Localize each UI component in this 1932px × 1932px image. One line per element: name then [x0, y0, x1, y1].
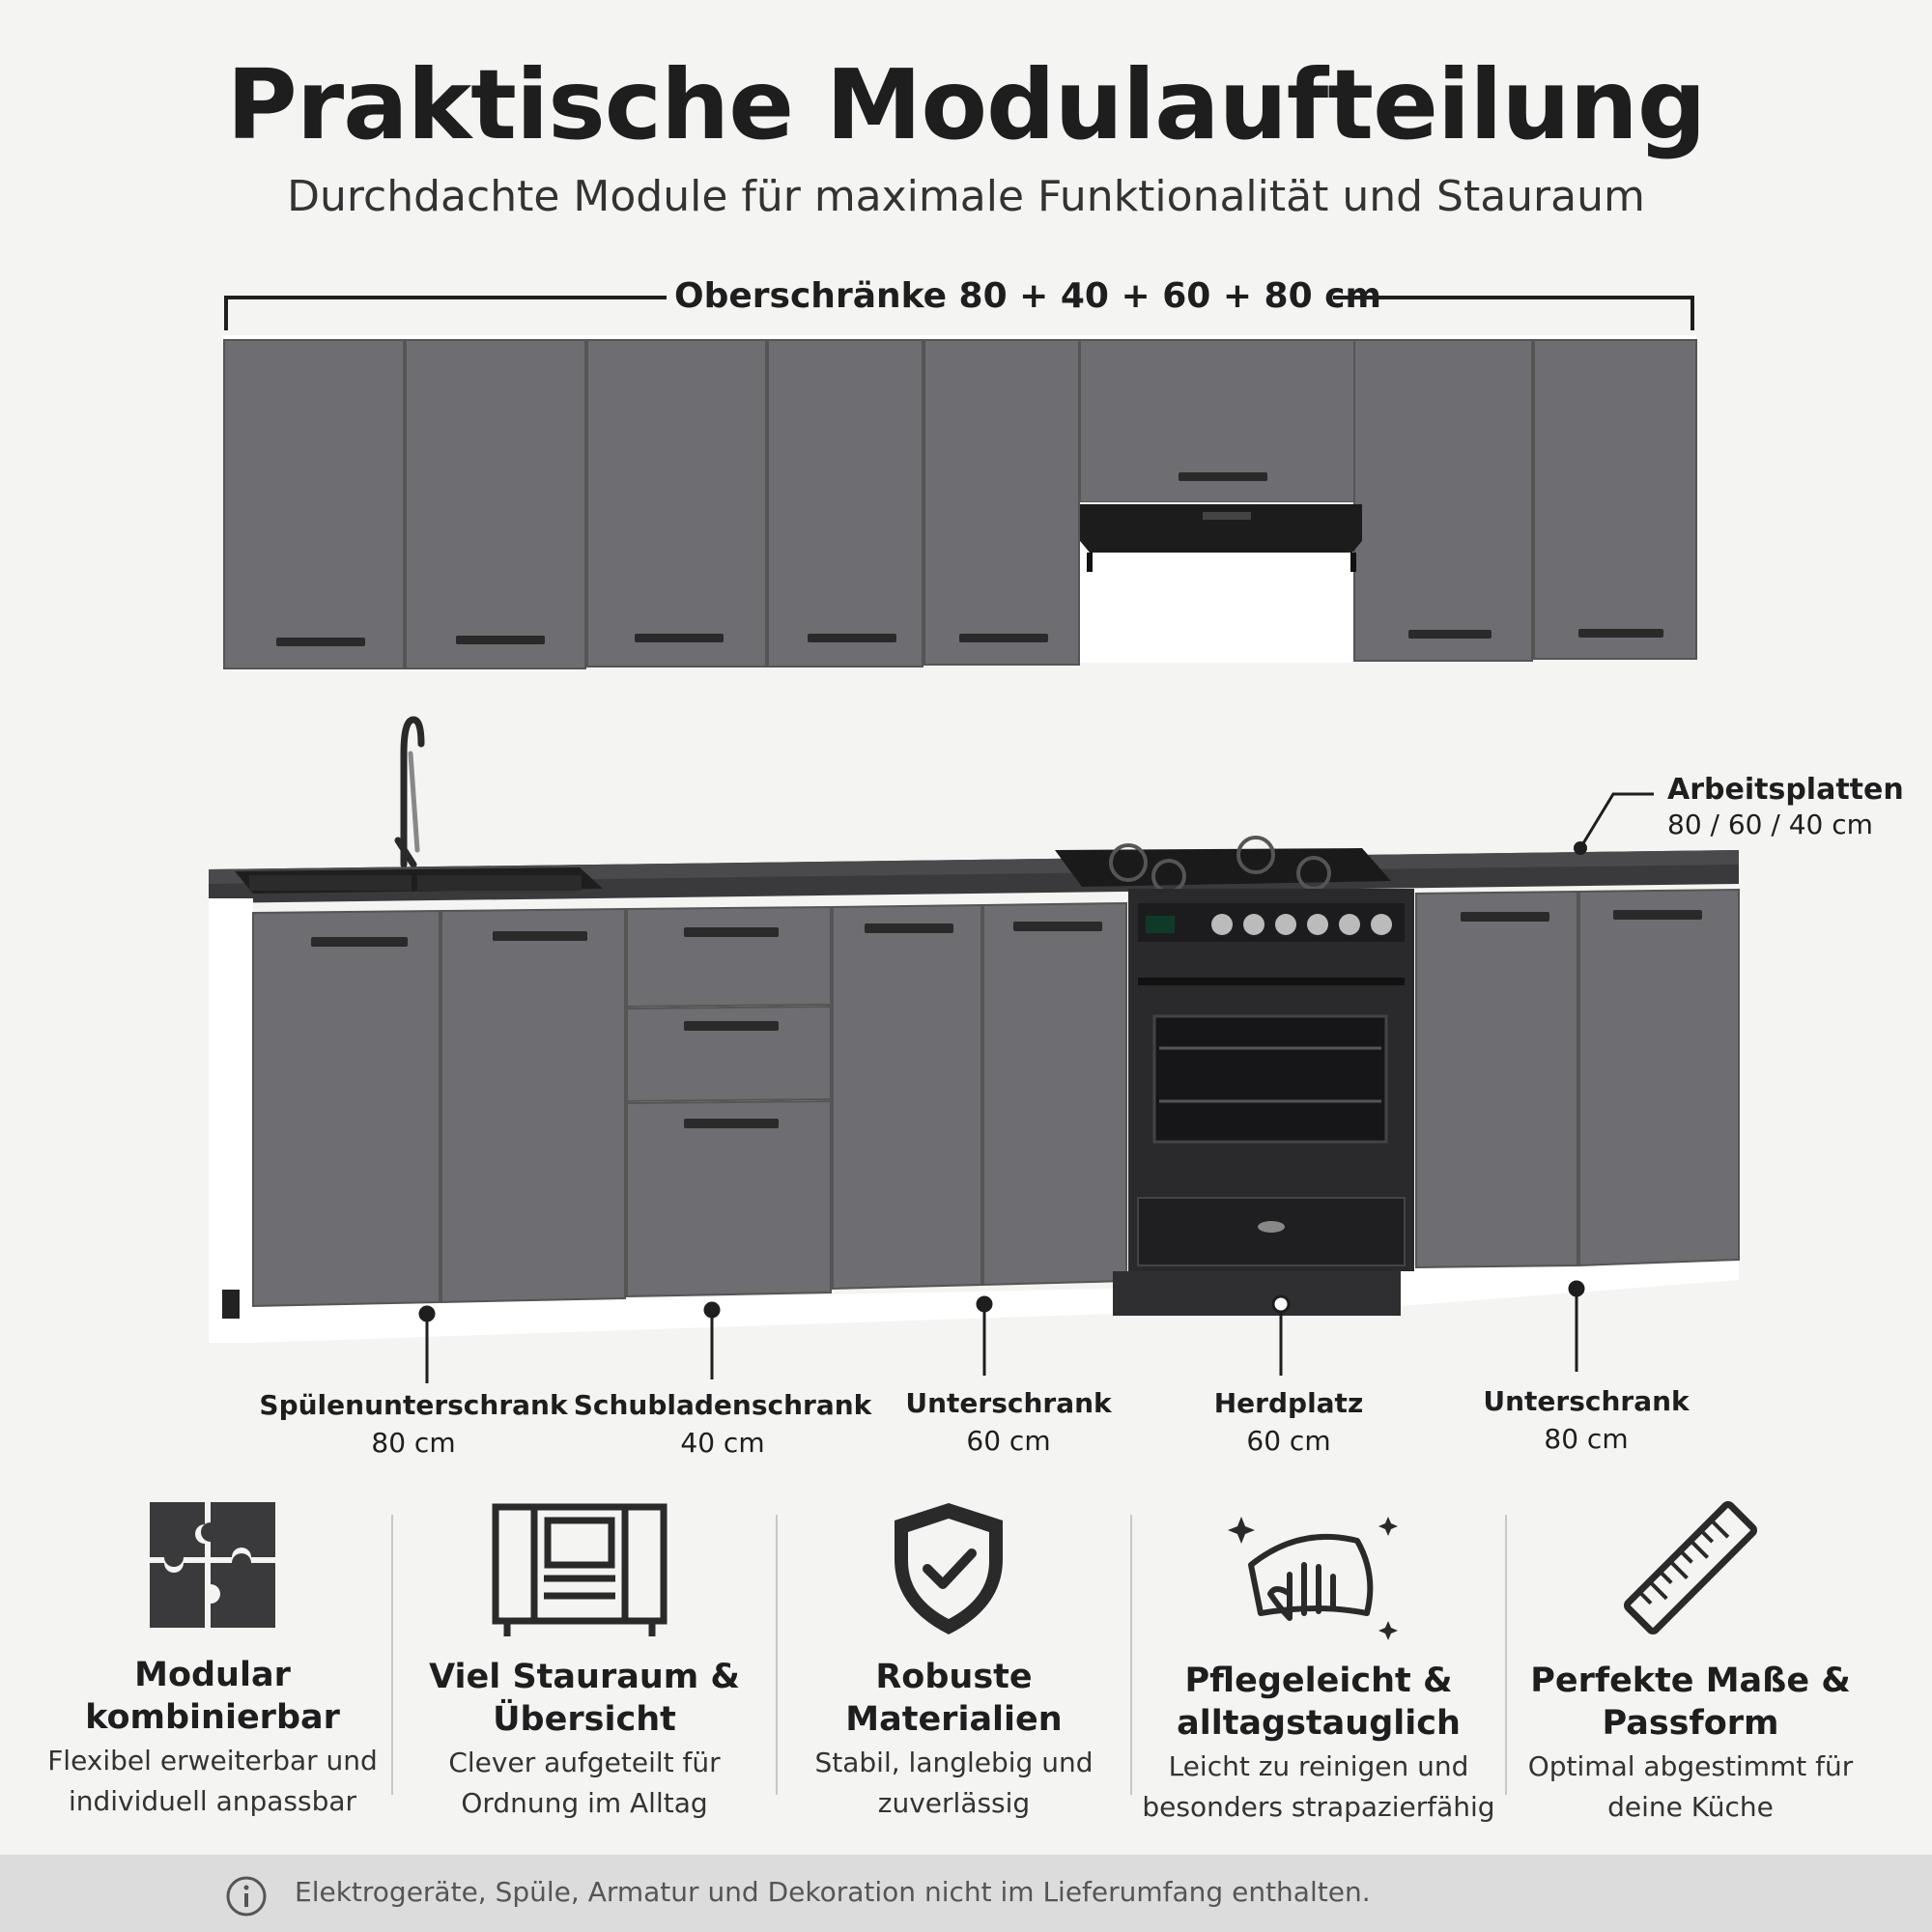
cabinet-label-unterschrank-60 [844, 1387, 1173, 1457]
upper-cabinet-door [1534, 340, 1696, 659]
base-cabinet-door [833, 905, 981, 1289]
oven [1113, 889, 1414, 1316]
feature-title: Viel Stauraum & [429, 1658, 740, 1696]
upper-cabinets-label: Oberschränke 80 + 40 + 60 + 80 cm [674, 276, 1382, 316]
feature-description: individuell anpassbar [68, 1785, 357, 1817]
cleaning-hand-icon [1222, 1497, 1406, 1642]
feature-title: Perfekte Maße & [1530, 1662, 1851, 1700]
cabinet-size: 40 cm [680, 1427, 765, 1459]
feature-title: Robuste [875, 1658, 1033, 1696]
base-cabinet-side [209, 898, 253, 1343]
faucet [398, 720, 421, 865]
feature-description: Ordnung im Alltag [461, 1787, 708, 1819]
worktop-sizes: 80 / 60 / 40 cm [1667, 809, 1873, 840]
cabinet-label-herdplatz [1124, 1387, 1453, 1457]
puzzle-icon [145, 1497, 280, 1633]
drawer-front [627, 1007, 831, 1101]
feature-divider [776, 1515, 778, 1795]
cabinet-size: 80 cm [1544, 1423, 1629, 1455]
base-cabinet-door [983, 903, 1126, 1285]
upper-cabinet-door [924, 340, 1079, 665]
feature-title: Pflegeleicht & [1184, 1662, 1453, 1700]
feature-title: Modular [134, 1656, 291, 1694]
base-cabinets [253, 890, 1739, 1306]
cabinet-size: 60 cm [966, 1425, 1051, 1457]
info-icon [224, 1874, 269, 1918]
feature-pflegeleicht [1140, 1660, 1497, 1826]
feature-description: Leicht zu reinigen und [1168, 1750, 1469, 1782]
cabinet-name: Schubladenschrank [573, 1389, 872, 1421]
ruler-icon [1613, 1495, 1768, 1640]
page-subtitle: Durchdachte Module für maximale Funktionalität und Stauraum [287, 172, 1645, 221]
sink [235, 867, 603, 894]
oven-plinth [1113, 1271, 1401, 1316]
feature-description: Stabil, langlebig und [814, 1747, 1094, 1778]
cabinet-size: 60 cm [1246, 1425, 1331, 1457]
feature-title: Passform [1602, 1704, 1779, 1743]
upper-cabinets [224, 340, 1696, 668]
feature-title: alltagstauglich [1177, 1704, 1461, 1743]
cabinet-icon [488, 1499, 671, 1639]
upper-cabinet-door [406, 340, 585, 668]
upper-cabinet-door [1354, 340, 1532, 661]
base-cabinet-door [1579, 890, 1739, 1265]
cabinet-name: Herdplatz [1213, 1387, 1364, 1419]
base-cabinet-door [1416, 892, 1577, 1267]
feature-title: Materialien [845, 1700, 1063, 1739]
sink-cabinet-door [253, 911, 440, 1306]
feature-description: Clever aufgeteilt für [448, 1747, 721, 1778]
cabinet-name: Spülenunterschrank [259, 1389, 568, 1421]
footer-note: Elektrogeräte, Spüle, Armatur und Dekoration nicht im Lieferumfang enthalten. [295, 1876, 1371, 1908]
cabinet-label-spuelenunterschrank [249, 1389, 578, 1459]
cabinet-label-unterschrank-80 [1422, 1385, 1750, 1455]
sink-cabinet-door [441, 909, 625, 1302]
cabinet-label-schubladenschrank [558, 1389, 887, 1459]
upper-cabinet-door [587, 340, 766, 667]
shield-check-icon [889, 1499, 1009, 1638]
feature-description: deine Küche [1607, 1791, 1774, 1823]
upper-cabinet-door [224, 340, 404, 668]
worktop-leader [1574, 794, 1654, 855]
feature-modular [39, 1654, 386, 1820]
feature-materialien [787, 1656, 1121, 1822]
drawer-front [627, 1101, 831, 1296]
feature-title: kombinierbar [85, 1698, 340, 1737]
feature-divider [1505, 1515, 1507, 1795]
feature-passform [1517, 1660, 1864, 1826]
worktop-annotation [1667, 773, 1904, 840]
feature-description: Flexibel erweiterbar und [47, 1745, 378, 1776]
cabinet-name: Unterschrank [905, 1387, 1112, 1419]
feature-description: besonders strapazierfähig [1142, 1791, 1495, 1823]
feature-title: Übersicht [493, 1700, 676, 1739]
cabinet-name: Unterschrank [1483, 1385, 1690, 1417]
drawer-front [627, 907, 831, 1007]
cabinet-foot [222, 1290, 240, 1319]
feature-description: Optimal abgestimmt für [1527, 1750, 1854, 1782]
worktop-label: Arbeitsplatten [1667, 773, 1904, 807]
feature-stauraum [406, 1656, 763, 1822]
page-title: Praktische Modulaufteilung [226, 48, 1706, 161]
feature-description: zuverlässig [877, 1787, 1031, 1819]
upper-cabinet-door [768, 340, 923, 667]
feature-divider [391, 1515, 393, 1795]
cabinet-size: 80 cm [371, 1427, 456, 1459]
feature-divider [1130, 1515, 1132, 1795]
